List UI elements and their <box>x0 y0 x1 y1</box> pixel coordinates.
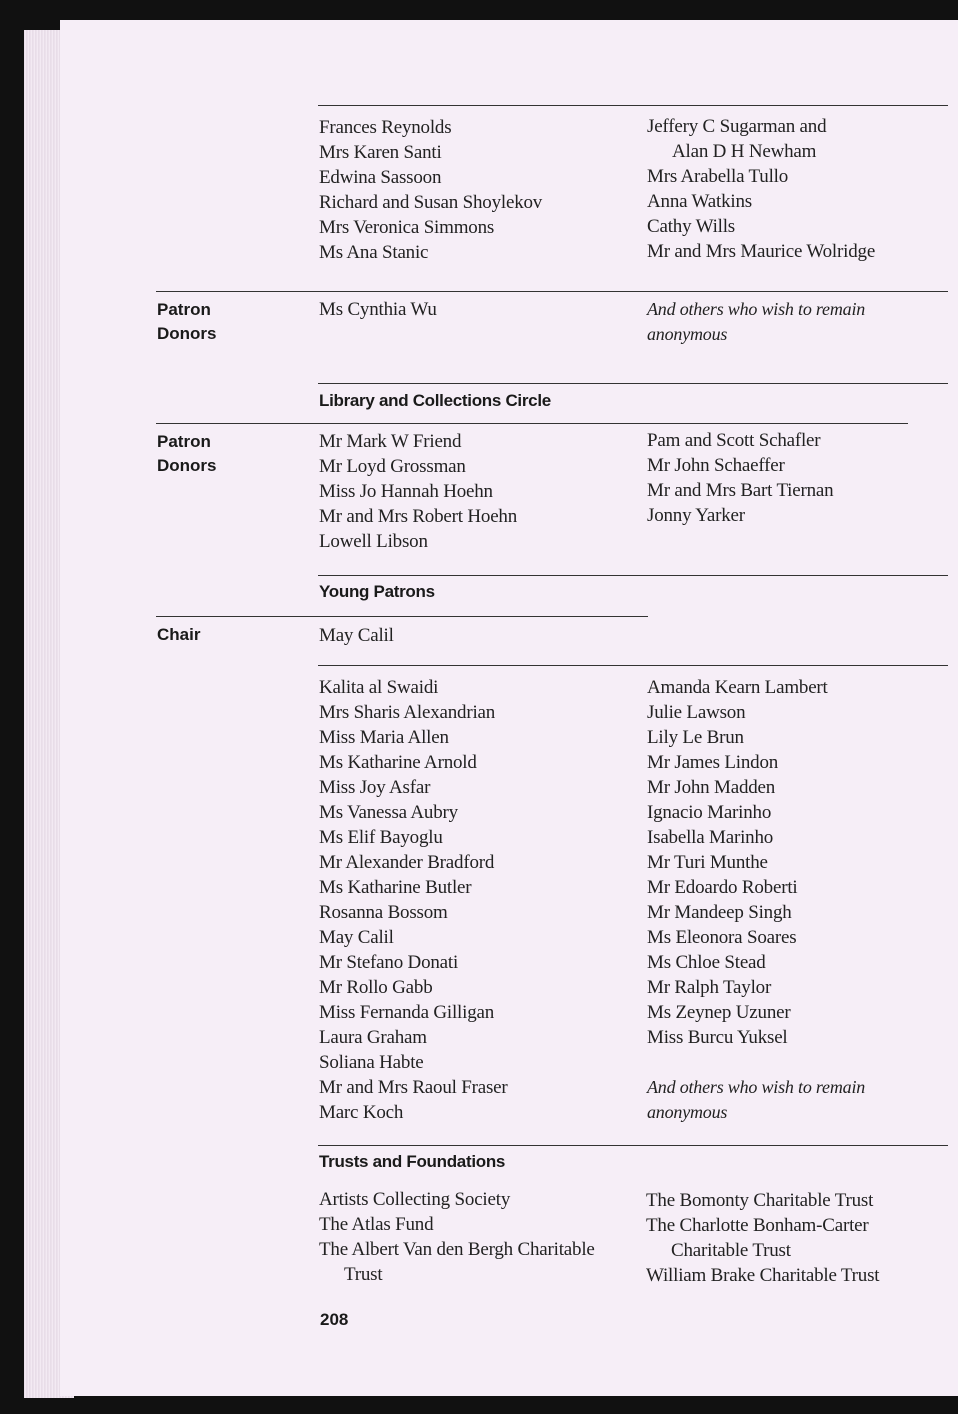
list-item: Edwina Sassoon <box>319 167 442 188</box>
chair-label: Chair <box>157 625 201 644</box>
list-item: Jeffery C Sugarman and <box>647 116 827 137</box>
trusts-left-list <box>319 1187 595 1287</box>
list-item: The Atlas Fund <box>319 1214 434 1235</box>
list-item: Cathy Wills <box>647 216 735 237</box>
section-rule <box>318 383 948 384</box>
list-item: Mrs Veronica Simmons <box>319 217 495 238</box>
library-right-list <box>647 428 833 528</box>
section-rule <box>318 575 948 576</box>
list-item: Ms Katharine Arnold <box>319 752 477 773</box>
list-item: Lowell Libson <box>319 531 428 552</box>
list-item: William Brake Charitable Trust <box>646 1265 880 1286</box>
list-item: Miss Maria Allen <box>319 727 449 748</box>
list-item: Mr Turi Munthe <box>647 852 768 873</box>
list-item: Lily Le Brun <box>647 727 744 748</box>
list-item: Alan D H Newham <box>672 141 817 162</box>
list-item: Mr John Madden <box>647 777 776 798</box>
list-item: Mr Rollo Gabb <box>319 977 433 998</box>
list-item: May Calil <box>319 927 394 948</box>
section-rule <box>318 105 948 106</box>
section-rule <box>318 1145 948 1146</box>
list-item: Kalita al Swaidi <box>319 677 439 698</box>
list-item: Soliana Habte <box>319 1052 424 1073</box>
book-page <box>60 20 958 1396</box>
library-left-list <box>319 429 517 554</box>
list-item: Mr Alexander Bradford <box>319 852 495 873</box>
list-item: Miss Joy Asfar <box>319 777 431 798</box>
patron-donors-label: Patron Donors <box>157 300 217 343</box>
list-item: Jonny Yarker <box>647 505 745 526</box>
list-item: Mr Edoardo Roberti <box>647 877 798 898</box>
list-item: The Bomonty Charitable Trust <box>646 1190 874 1211</box>
list-item: Ms Ana Stanic <box>319 242 429 263</box>
list-item: Ms Chloe Stead <box>647 952 766 973</box>
section-rule <box>156 291 948 292</box>
list-item: Amanda Kearn Lambert <box>647 677 828 698</box>
list-item: Ms Cynthia Wu <box>319 299 437 320</box>
list-item: Ms Eleonora Soares <box>647 927 797 948</box>
trusts-heading: Trusts and Foundations <box>319 1152 506 1171</box>
trusts-right-list <box>646 1188 879 1288</box>
list-item: Mr Mandeep Singh <box>647 902 792 923</box>
chair-name <box>319 623 394 648</box>
list-item: Miss Jo Hannah Hoehn <box>319 481 493 502</box>
list-item: The Albert Van den Bergh Charitable <box>319 1239 595 1260</box>
list-item: Mr and Mrs Bart Tiernan <box>647 480 834 501</box>
list-item: Ignacio Marinho <box>647 802 772 823</box>
list-item: Julie Lawson <box>647 702 746 723</box>
list-item: Mr Stefano Donati <box>319 952 459 973</box>
section-rule <box>156 616 648 617</box>
list-item: Mr James Lindon <box>647 752 779 773</box>
list-item: Artists Collecting Society <box>319 1189 511 1210</box>
list-item: Laura Graham <box>319 1027 427 1048</box>
list-item: Mr and Mrs Raoul Fraser <box>319 1077 508 1098</box>
list-item: Marc Koch <box>319 1102 404 1123</box>
young-patrons-right-list <box>647 675 828 1050</box>
list-item: Richard and Susan Shoylekov <box>319 192 543 213</box>
list-item: Mrs Arabella Tullo <box>647 166 789 187</box>
list-item: May Calil <box>319 625 394 646</box>
section-rule <box>156 423 908 424</box>
page-number: 208 <box>320 1310 349 1329</box>
list-item: Miss Fernanda Gilligan <box>319 1002 495 1023</box>
list-item: Pam and Scott Schafler <box>647 430 821 451</box>
list-item: Mr and Mrs Maurice Wolridge <box>647 241 876 262</box>
list-item: Mr Loyd Grossman <box>319 456 466 477</box>
section-rule <box>318 665 948 666</box>
list-item: Ms Vanessa Aubry <box>319 802 458 823</box>
list-item: Rosanna Bossom <box>319 902 448 923</box>
list-item: Ms Zeynep Uzuner <box>647 1002 791 1023</box>
anonymous-note: And others who wish to remain anonymous <box>647 1077 866 1122</box>
list-item: Ms Katharine Butler <box>319 877 472 898</box>
library-heading: Library and Collections Circle <box>319 391 551 410</box>
list-item: Mrs Karen Santi <box>319 142 442 163</box>
top-left-list <box>319 115 542 265</box>
young-patrons-heading: Young Patrons <box>319 582 435 601</box>
list-item: Anna Watkins <box>647 191 752 212</box>
young-patrons-left-list <box>319 675 508 1125</box>
list-item: Mr and Mrs Robert Hoehn <box>319 506 518 527</box>
top-right-list <box>647 114 875 264</box>
list-item: Charitable Trust <box>671 1240 791 1261</box>
list-item: Frances Reynolds <box>319 117 452 138</box>
list-item: Mr John Schaeffer <box>647 455 785 476</box>
list-item: Trust <box>344 1264 383 1285</box>
library-patron-donors-label: Patron Donors <box>157 432 217 475</box>
list-item: The Charlotte Bonham-Carter <box>646 1215 869 1236</box>
anonymous-note: And others who wish to remain anonymous <box>647 299 866 344</box>
list-item: Mr Mark W Friend <box>319 431 462 452</box>
list-item: Isabella Marinho <box>647 827 774 848</box>
patron-donors-list <box>319 297 437 322</box>
list-item: Mr Ralph Taylor <box>647 977 772 998</box>
list-item: Mrs Sharis Alexandrian <box>319 702 496 723</box>
list-item: Miss Burcu Yuksel <box>647 1027 788 1048</box>
list-item: Ms Elif Bayoglu <box>319 827 443 848</box>
